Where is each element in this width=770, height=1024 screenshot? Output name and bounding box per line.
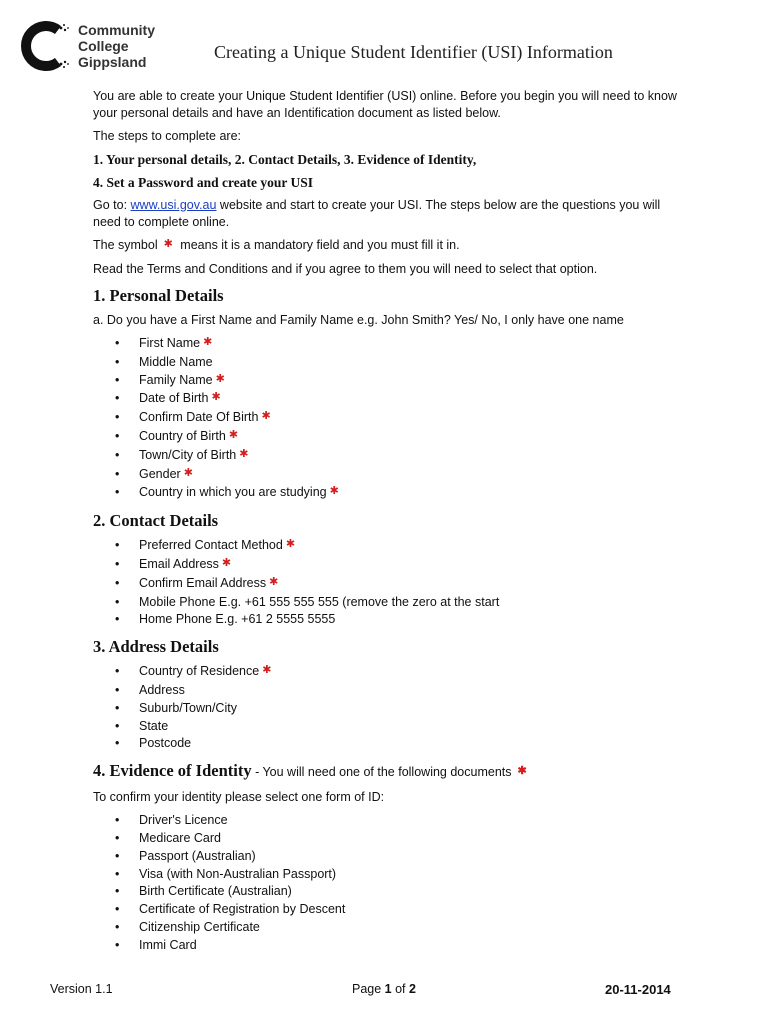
list-item: [93, 919, 683, 937]
required-asterisk-icon: ✱: [221, 556, 232, 569]
list-item-label: Visa (with Non-Australian Passport): [139, 866, 337, 881]
list-item-label: Driver's Licence: [139, 813, 228, 828]
list-item-label: Confirm Date Of Birth: [139, 410, 259, 425]
list-item: [93, 718, 683, 736]
required-asterisk-icon: ✱: [517, 765, 527, 778]
list-item-label: Email Address: [139, 556, 219, 571]
logo-line: Community: [78, 22, 155, 38]
list-item-label: State: [139, 718, 169, 733]
footer-version: Version 1.1: [50, 982, 113, 996]
list-item: [93, 848, 683, 866]
goto-prefix: Go to:: [93, 198, 131, 212]
list-item: [93, 735, 683, 753]
list-item: [93, 594, 683, 612]
intro-paragraph: You are able to create your Unique Student Identifier (USI) online. Before you begin you will need to know your personal details and have an Identification document as listed below.: [93, 89, 677, 120]
list-item-label: Country in which you are studying: [139, 485, 327, 500]
usi-website-link[interactable]: www.usi.gov.au: [130, 198, 217, 212]
section-heading-personal: 1. Personal Details: [93, 286, 224, 305]
list-item: [93, 447, 683, 466]
personal-fields-list: [93, 335, 683, 503]
list-item-label: Postcode: [139, 736, 192, 751]
list-item: [93, 937, 683, 955]
required-asterisk-icon: ✱: [285, 538, 296, 551]
symbol-prefix: The symbol: [93, 238, 158, 252]
list-item-label: Immi Card: [139, 937, 197, 952]
college-logo: [20, 20, 180, 76]
required-asterisk-icon: ✱: [329, 485, 339, 498]
required-asterisk-icon: ✱: [261, 410, 271, 423]
required-asterisk-icon: ✱: [228, 428, 239, 441]
required-asterisk-icon: ✱: [262, 664, 272, 677]
list-item-label: Country of Residence: [139, 664, 260, 679]
symbol-suffix: means it is a mandatory field and you must fill it in.: [176, 238, 460, 252]
list-item: [93, 372, 683, 391]
list-item-label: Passport (Australian): [139, 848, 256, 863]
list-item-label: Country of Birth: [139, 428, 226, 443]
list-item: [93, 812, 683, 830]
symbol-paragraph: [93, 237, 683, 255]
address-fields-list: [93, 663, 683, 753]
list-item: [93, 537, 683, 556]
list-item: [93, 409, 683, 428]
list-item-label: Middle Name: [139, 354, 213, 369]
identity-heading-text: 4. Evidence of Identity: [93, 761, 252, 781]
logo-line: Gippsland: [78, 54, 147, 70]
document-title: Creating a Unique Student Identifier (USI) Information: [214, 42, 613, 62]
list-item-label: Birth Certificate (Australian): [139, 884, 292, 899]
required-asterisk-icon: ✱: [203, 336, 213, 348]
list-item-label: Confirm Email Address: [139, 575, 267, 590]
steps-line-2: 4. Set a Password and create your USI: [93, 175, 314, 190]
list-item-label: Family Name: [139, 372, 213, 387]
list-item: [93, 611, 683, 629]
goto-suffix: website and start to create your USI. The steps below are the questions you will need to complete online.: [93, 198, 661, 229]
list-item: [93, 484, 683, 503]
list-item-label: Gender: [139, 466, 181, 481]
page-of: of: [391, 982, 409, 996]
page-prefix: Page: [352, 982, 385, 996]
list-item-label: Certificate of Registration by Descent: [139, 902, 346, 917]
list-item-label: Suburb/Town/City: [139, 700, 237, 715]
contact-fields-list: [93, 537, 683, 629]
list-item: [93, 866, 683, 884]
list-item: [93, 428, 683, 447]
list-item: [93, 556, 683, 575]
page-total: 2: [409, 982, 416, 996]
terms-paragraph: Read the Terms and Conditions and if you agree to them you will need to select that option.: [93, 262, 598, 276]
list-item: [93, 390, 683, 409]
required-asterisk-icon: ✱: [183, 466, 193, 479]
list-item-label: First Name: [139, 336, 201, 350]
list-item: [93, 883, 683, 901]
logo-line: College: [78, 38, 129, 54]
list-item: [93, 682, 683, 700]
required-asterisk-icon: ✱: [163, 238, 173, 250]
required-asterisk-icon: ✱: [239, 447, 249, 460]
list-item-label: Preferred Contact Method: [139, 538, 283, 553]
required-asterisk-icon: ✱: [211, 391, 221, 404]
footer-page-number: [352, 982, 416, 996]
list-item: [93, 335, 683, 354]
steps-line-1: 1. Your personal details, 2. Contact Details, 3. Evidence of Identity,: [93, 152, 477, 167]
list-item: [93, 575, 683, 594]
section-heading-address: 3. Address Details: [93, 637, 219, 657]
footer-date: 20-11-2014: [605, 982, 671, 997]
goto-paragraph: [93, 197, 683, 231]
list-item-label: Address: [139, 682, 185, 697]
required-asterisk-icon: ✱: [269, 575, 279, 588]
section-heading-identity: [93, 761, 683, 783]
required-asterisk-icon: ✱: [215, 372, 225, 385]
list-item: [93, 901, 683, 919]
list-item-label: Town/City of Birth: [139, 447, 237, 462]
identity-documents-list: [93, 812, 683, 954]
identity-intro: To confirm your identity please select one form of ID:: [93, 790, 385, 805]
steps-intro: The steps to complete are:: [93, 129, 241, 143]
list-item-label: Citizenship Certificate: [139, 919, 260, 934]
page-current: 1: [384, 982, 392, 996]
logo-wordmark: [78, 22, 155, 70]
document-body: [93, 88, 683, 959]
list-item: [93, 830, 683, 848]
list-item: [93, 663, 683, 682]
list-item-label: Medicare Card: [139, 830, 221, 845]
list-item: [93, 354, 683, 372]
list-item-label: Home Phone E.g. +61 2 5555 5555: [139, 612, 336, 627]
list-item-label: Mobile Phone E.g. +61 555 555 555 (remove the zero at the start: [139, 594, 500, 609]
list-item: [93, 466, 683, 485]
list-item-label: Date of Birth: [139, 391, 209, 406]
college-c-icon: [20, 20, 72, 72]
section-heading-contact: 2. Contact Details: [93, 511, 219, 531]
name-question: a. Do you have a First Name and Family Name e.g. John Smith? Yes/ No, I only have one name: [93, 313, 624, 327]
list-item: [93, 700, 683, 718]
identity-heading-sub: - You will need one of the following documents: [251, 765, 512, 780]
